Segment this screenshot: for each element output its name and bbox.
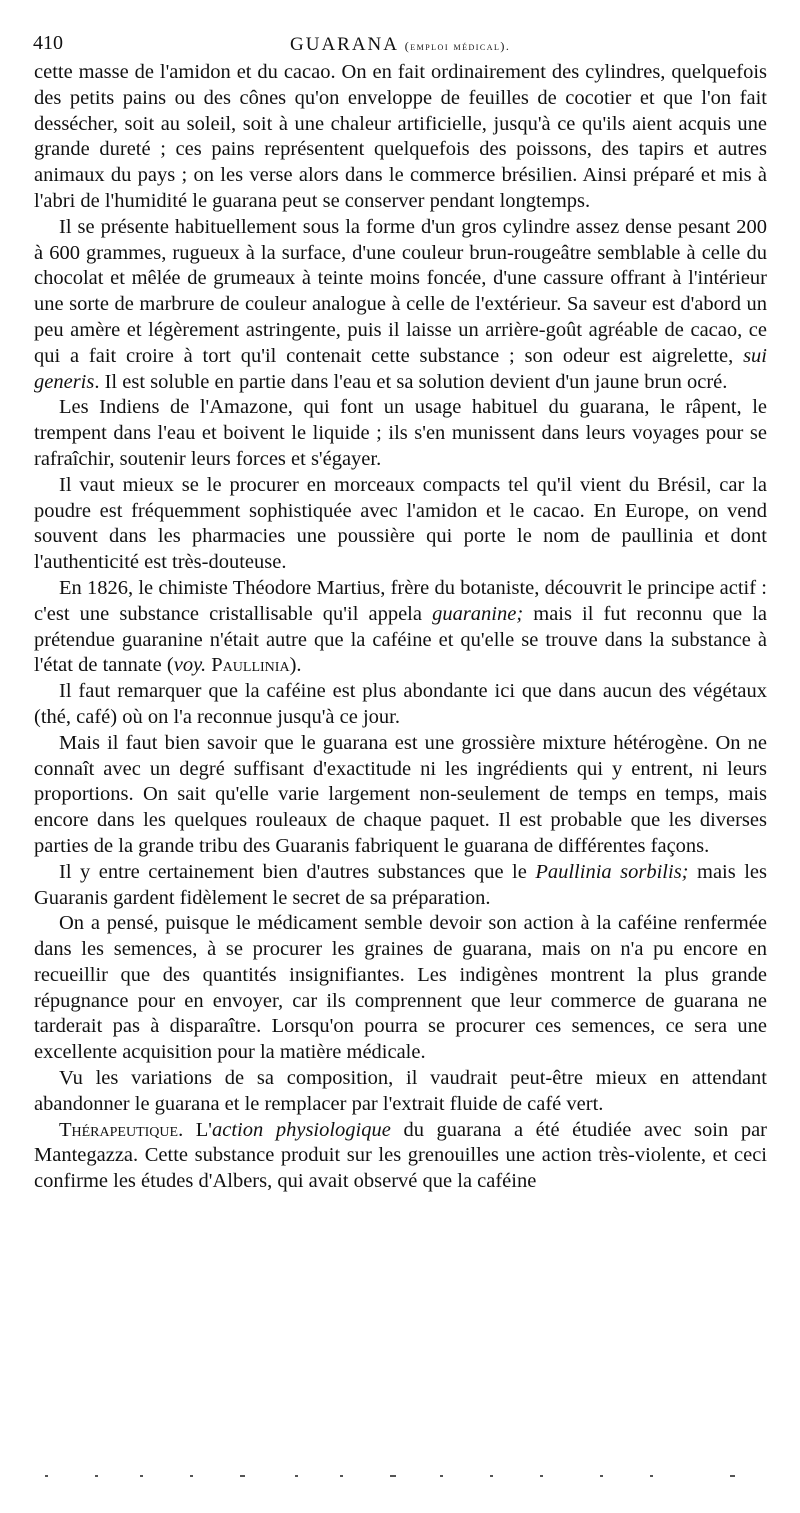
paragraph-10-text: Vu les variations de sa composition, il vaudrait peut-être mieux en attendant abandonner le guarana et le remplacer par l'extrait fluide de café vert. xyxy=(34,1067,767,1115)
paragraph-1-text: cette masse de l'amidon et du cacao. On en fait ordinairement des cylindres, quelquefois des petits pains ou des cônes qu'on enveloppe de feuilles de cocotier et que l'on fait dessécher, soit au soleil, soit à une chaleur artificielle, jusqu'à ce qu'ils aient acquis une grande dureté ; ces pains représentent quelquefois des poissons, des tapirs et autres animaux du pays ; on les verse alors dans le commerce brésilien. Ainsi préparé et mis à l'abri de l'humidité le guarana peut se conserver pendant longtemps. xyxy=(34,61,767,212)
paragraph-8-text-a: Il y entre certainement bien d'autres substances que le xyxy=(59,860,536,883)
page-body xyxy=(34,60,767,1195)
paragraph-5-text-c: ). xyxy=(289,654,302,677)
section-lead-therapeutique: Thérapeutique. xyxy=(59,1118,184,1141)
paragraph-4-text: Il vaut mieux se le procurer en morceaux compacts tel qu'il vient du Brésil, car la poudre est fréquemment sophistiquée avec l'amidon et le cacao. En Europe, on vend souvent dans les pharmacies une poussière qui porte le nom de paullinia et dont l'authenticité est très-douteuse. xyxy=(34,473,767,574)
paragraph-11-text-a: L' xyxy=(183,1118,213,1141)
paragraph-10 xyxy=(34,1066,767,1118)
paragraph-8-text-b: mais les Guaranis gardent fidèlement le secret de sa préparation. xyxy=(34,860,767,909)
paragraph-8-italic: Paullinia sorbilis; xyxy=(535,860,689,883)
paragraph-6-text: Il faut remarquer que la caféine est plus abondante ici que dans aucun des végétaux (thé, café) où on l'a reconnue jusqu'à ce jour. xyxy=(34,680,767,728)
running-title xyxy=(290,34,510,56)
paragraph-3-text: Les Indiens de l'Amazone, qui font un usage habituel du guarana, le râpent, le trempent dans l'eau et boivent le liquide ; ils s'en munissent dans leurs voyages pour se rafraîchir, soutenir leurs forces et s'égayer. xyxy=(34,396,767,470)
paragraph-5 xyxy=(34,576,767,679)
paragraph-9-text: On a pensé, puisque le médicament semble devoir son action à la caféine renfermée dans les semences, à se procurer les graines de guarana, mais on n'a pu encore en recueillir que des quantités insignifiantes. Les indigènes montrent la plus grande répugnance pour en envoyer, car ils comprennent que leur commerce de guarana ne tarderait pas à disparaître. Lorsqu'on pourra se procurer ces semences, ce sera une excellente acquisition pour la matière médicale. xyxy=(34,912,767,1064)
page-header xyxy=(33,28,768,62)
paragraph-9 xyxy=(34,911,767,1066)
print-bleed-marks xyxy=(40,1470,760,1482)
paragraph-3 xyxy=(34,395,767,472)
paragraph-2-text-a: Il se présente habituellement sous la forme d'un gros cylindre assez dense pesant 200 à 600 grammes, rugueux à la surface, d'une couleur brun-rougeâtre semblable à celle du chocolat et mêlée de grumeaux à teinte moins foncée, d'une cassure offrant à l'intérieur une sorte de marbrure de couleur analogue à celle de l'extérieur. Sa saveur est d'abord un peu amère et légèrement astringente, puis il laisse un arrière-goût agréable de cacao, ce qui a fait croire à tort qu'il contenait cette substance ; son odeur est aigrelette, xyxy=(34,215,767,367)
paragraph-7 xyxy=(34,731,767,860)
paragraph-6 xyxy=(34,679,767,731)
paragraph-11-italic: action physiologique xyxy=(212,1118,391,1141)
paragraph-11-text-b: du guarana a été étudiée avec soin par Mantegazza. Cette substance produit sur les grenouilles une action très-violente, et ceci confirme les études d'Albers, qui avait observé que la caféine xyxy=(34,1118,767,1193)
paragraph-5-italic-voy: voy. xyxy=(173,654,207,677)
running-title-subtitle: (emploi médical). xyxy=(404,39,511,53)
paragraph-5-text-b: mais il fut reconnu que la prétendue guaranine n'était autre que la caféine et qu'elle se trouve dans la substance à l'état de tannate ( xyxy=(34,602,767,677)
paragraph-2-italic: sui generis xyxy=(34,344,767,393)
paragraph-5-crossref: Paullinia xyxy=(211,654,290,677)
paragraph-4 xyxy=(34,473,767,576)
paragraph-5-italic: guaranine; xyxy=(432,602,524,625)
running-title-main: GUARANA xyxy=(290,34,398,55)
paragraph-1 xyxy=(34,60,767,215)
paragraph-2-text-b: . Il est soluble en partie dans l'eau et sa solution devient d'un jaune brun ocré. xyxy=(94,370,728,393)
paragraph-2 xyxy=(34,215,767,396)
paragraph-7-text: Mais il faut bien savoir que le guarana est une grossière mixture hétérogène. On ne connaît avec un degré suffisant d'exactitude ni les ingrédients qui y entrent, ni leurs proportions. On sait qu'elle varie largement non-seulement de temps en temps, mais encore dans les quelques rouleaux de chaque paquet. Il est probable que les diverses parties de la grande tribu des Guaranis fabriquent le guarana de différentes façons. xyxy=(34,731,767,857)
paragraph-5-text-a: En 1826, le chimiste Théodore Martius, frère du botaniste, découvrit le principe actif : c'est une substance cristallisable qu'il appela xyxy=(34,576,767,625)
paragraph-11 xyxy=(34,1118,767,1195)
page-number: 410 xyxy=(33,32,63,54)
paragraph-8 xyxy=(34,860,767,912)
